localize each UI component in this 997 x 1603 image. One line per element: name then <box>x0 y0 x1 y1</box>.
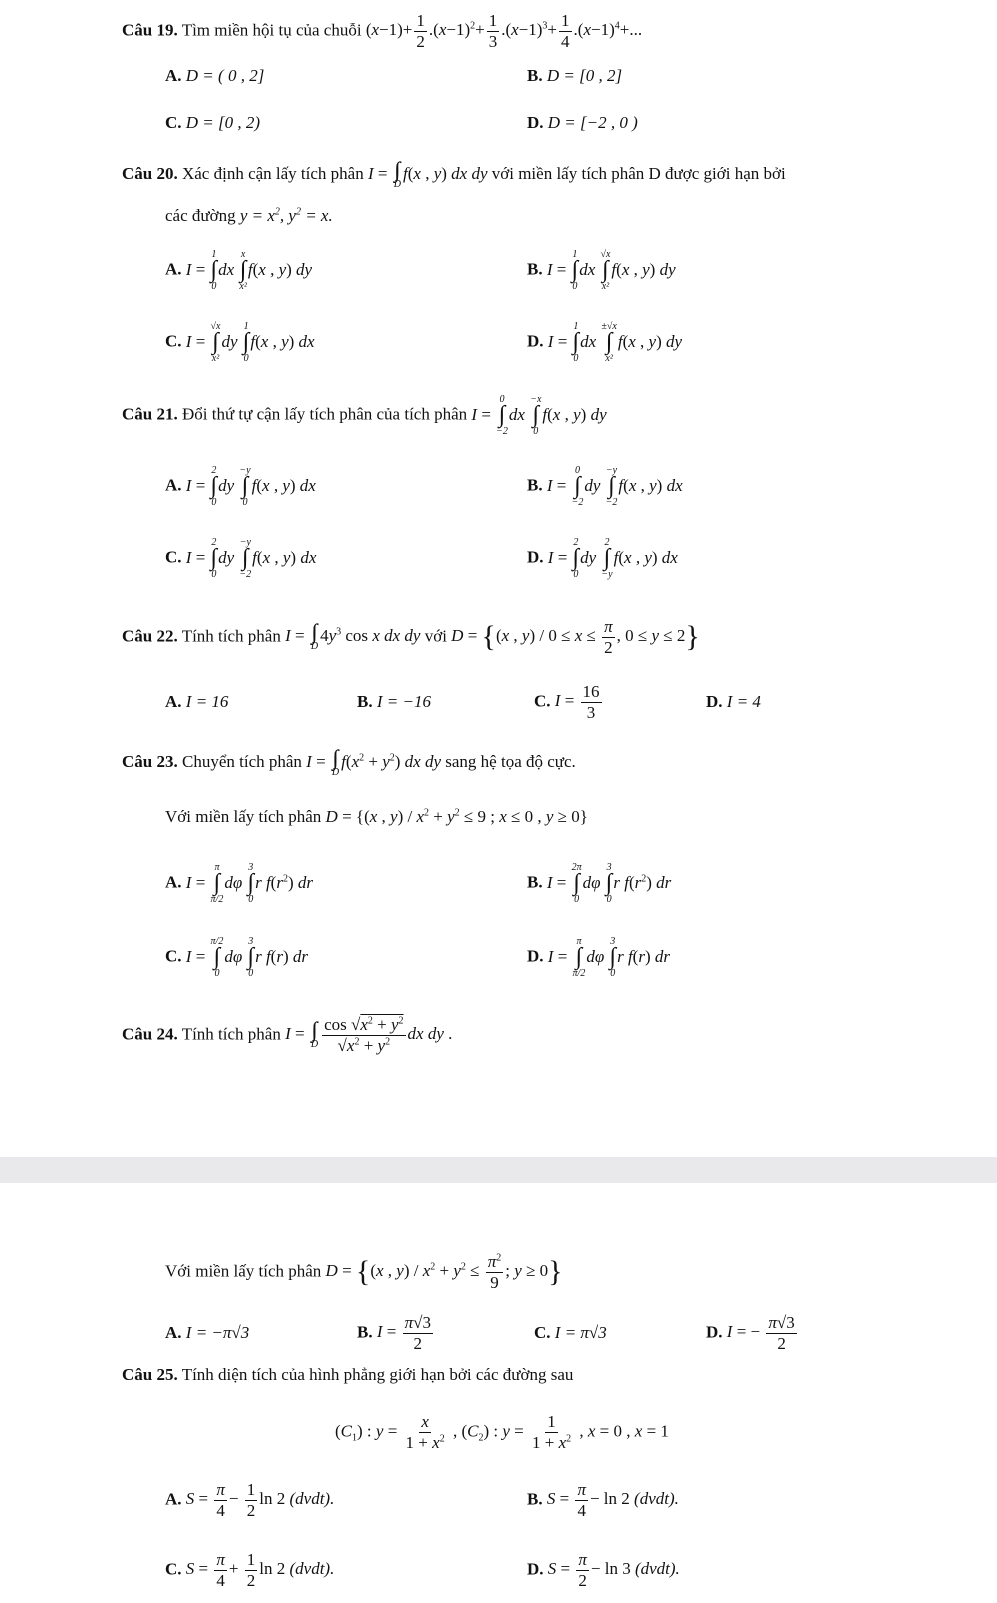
q21-text: Đổi thứ tự cận lấy tích phân của tích phân <box>181 404 468 424</box>
q20-answer-b[interactable] <box>527 250 676 292</box>
q23-label: Câu 23. <box>122 751 178 771</box>
q24-region: D = {(x , $y) / x^2 + y^2$ ≤ $\frac{\pi^2}{9}$ ; y ≥ 0} <box>325 1252 563 1292</box>
q23-a-expr: I = π ∫ π/2 dφ 3 ∫ 0 r $f(r^2)$ dr <box>185 862 314 905</box>
q19-label: Câu 19. <box>122 20 178 40</box>
q21-answer-b[interactable] <box>527 466 683 508</box>
q20-integral: I = ∫∫ D f(x , y) dx dy <box>367 157 488 190</box>
q19-a-value: D = ( 0 , 2] <box>185 66 265 85</box>
q23-d-expr: I = π ∫ π/2 dφ 3 ∫ 0 r f(r) dr <box>547 936 671 979</box>
q20-curves: $y = x^2$, $y^2 = x$. <box>239 206 333 225</box>
q25-answer-c[interactable] <box>165 1551 334 1590</box>
q24-line <box>122 1016 452 1055</box>
q20-text3: các đường <box>165 206 236 225</box>
q24-answer-d[interactable] <box>706 1314 799 1353</box>
q19-answer-b[interactable] <box>527 67 622 84</box>
q24-a-letter: A. <box>165 1323 182 1342</box>
q25-c-unit: (dvdt). <box>289 1559 335 1579</box>
q24-label: Câu 24. <box>122 1024 178 1044</box>
q23-region-text: Với miền lấy tích phân <box>165 807 322 826</box>
q25-b-expr: S = $\frac{\pi}{4}$ − ln 2 (dvdt). <box>546 1480 679 1520</box>
q24-d-letter: D. <box>706 1322 723 1342</box>
q25-c-expr: S = $\frac{\pi}{4}$ + $\frac{1}{2}$ ln 2 (dvdt). <box>185 1550 335 1590</box>
q19-series: (x−1)+ $\frac{1}{2}$ $.(x-1)^2+$ $\frac{1}{3}$ $.(x-1)^3+$ $\frac{1}{4}$ $.(x-1)^4+$... <box>365 11 643 51</box>
q23-answer-a[interactable] <box>165 863 313 905</box>
q23-answer-d[interactable] <box>527 937 670 979</box>
q21-a-expr: I = 2 ∫ 0 dy −y ∫ 0 f(x , y) dx <box>185 465 316 508</box>
q22-answer-a[interactable] <box>165 693 228 710</box>
q20-label: Câu 20. <box>122 163 178 183</box>
q22-with: với <box>424 626 447 646</box>
q21-answer-c[interactable] <box>165 538 316 580</box>
q24-b-expr: I = $\frac{\pi√3}{2}$ <box>376 1313 431 1353</box>
q20-a-expr: I = 1 ∫ 0 dx x ∫ x² f(x , y) dy <box>185 249 313 292</box>
q23-text2: sang hệ tọa độ cực. <box>445 751 576 771</box>
q20-d-expr: I = 1 ∫ 0 dx ±√x ∫ x² f(x , y) dy <box>547 321 683 364</box>
q20-line <box>122 157 786 190</box>
q25-d-expr: S = $\frac{\pi}{2}$ − ln 3 (dvdt). <box>547 1550 680 1590</box>
q20-c-letter: C. <box>165 331 182 351</box>
q21-b-expr: I = 0 ∫ −2 dy −y ∫ −2 f(x , y) dx <box>546 465 683 508</box>
q19-a-letter: A. <box>165 66 182 85</box>
q20-line2 <box>165 207 333 224</box>
q23-a-letter: A. <box>165 872 182 892</box>
q19-text: Tìm miền hội tụ của chuỗi <box>181 20 362 40</box>
q25-label: Câu 25. <box>122 1365 178 1384</box>
q23-integral: I = ∫∫ D $f(x^2 + y^2)$ dx dy <box>306 745 442 778</box>
q21-b-letter: B. <box>527 475 543 495</box>
q20-b-letter: B. <box>527 259 543 279</box>
q21-d-expr: I = 2 ∫ 0 dy 2 ∫ −y f(x , y) dx <box>547 537 678 580</box>
q23-c-letter: C. <box>165 946 182 966</box>
q23-c-expr: I = π/2 ∫ 0 dφ 3 ∫ 0 r f(r) dr <box>185 936 309 979</box>
q21-c-letter: C. <box>165 547 182 567</box>
q24-text: Tính tích phân <box>181 1024 281 1044</box>
q19-line <box>122 12 642 51</box>
q24-integral: I = ∫∫ D $\frac{\cos √x^2 + y^2}{√x^2 + y^2}$ dx dy . <box>285 1015 453 1055</box>
q22-line <box>122 618 700 657</box>
q22-a-value: I = 16 <box>185 692 229 711</box>
q24-b-letter: B. <box>357 1322 373 1342</box>
q25-answer-d[interactable] <box>527 1551 680 1590</box>
q19-c-letter: C. <box>165 113 182 132</box>
q25-line <box>122 1366 573 1383</box>
q25-a-unit: (dvdt). <box>289 1489 335 1509</box>
q19-answer-d[interactable] <box>527 114 638 131</box>
q21-label: Câu 21. <box>122 404 178 424</box>
page-gap <box>0 1157 997 1183</box>
q22-d-value: I = 4 <box>726 692 761 711</box>
q22-c-letter: C. <box>534 691 551 711</box>
q23-d-letter: D. <box>527 946 544 966</box>
q25-d-unit: (dvdt). <box>634 1559 680 1579</box>
q20-answer-c[interactable] <box>165 322 315 364</box>
q21-integral: I = 0 ∫ −2 dx −x ∫ 0 f(x , y) dy <box>471 394 607 437</box>
q25-c-letter: C. <box>165 1559 182 1579</box>
q22-text: Tính tích phân <box>181 626 281 646</box>
q24-region-text: Với miền lấy tích phân <box>165 1261 322 1281</box>
q24-answer-c[interactable] <box>534 1324 607 1341</box>
q22-label: Câu 22. <box>122 626 178 646</box>
q25-answer-b[interactable] <box>527 1481 679 1520</box>
q23-region-line <box>165 808 588 825</box>
q19-b-letter: B. <box>527 66 543 85</box>
q20-d-letter: D. <box>527 331 544 351</box>
q23-b-expr: I = 2π ∫ 0 dφ 3 ∫ 0 r $f(r^2)$ dr <box>546 862 672 905</box>
q20-answer-a[interactable] <box>165 250 312 292</box>
q24-c-letter: C. <box>534 1323 551 1342</box>
q23-b-letter: B. <box>527 872 543 892</box>
q22-answer-b[interactable] <box>357 693 431 710</box>
q21-a-letter: A. <box>165 475 182 495</box>
q22-integral: I = ∫∫ D $4y^3$ cos x dx dy <box>285 619 421 653</box>
q19-b-value: D = [0 , 2] <box>546 66 623 85</box>
q24-c-value: I = π√3 <box>554 1323 607 1342</box>
q22-b-value: I = −16 <box>376 692 431 711</box>
q20-answer-d[interactable] <box>527 322 682 364</box>
q21-line <box>122 395 607 437</box>
q19-answer-a[interactable] <box>165 67 264 84</box>
q25-text: Tính diện tích của hình phẳng giới hạn bởi các đường sau <box>181 1365 574 1384</box>
q22-d-letter: D. <box>706 692 723 711</box>
q19-d-value: D = [−2 , 0 ) <box>547 113 638 132</box>
q22-region: D = {(x , y) / 0 ≤ x ≤ $\frac{\pi}{2}$ , 0 ≤ y ≤ 2} <box>451 617 700 657</box>
q22-b-letter: B. <box>357 692 373 711</box>
q25-b-letter: B. <box>527 1489 543 1509</box>
q20-a-letter: A. <box>165 259 182 279</box>
q22-answer-d[interactable] <box>706 693 761 710</box>
q25-answer-a[interactable] <box>165 1481 334 1520</box>
q21-d-letter: D. <box>527 547 544 567</box>
q24-d-expr: I = − $\frac{\pi√3}{2}$ <box>726 1313 795 1353</box>
q25-d-letter: D. <box>527 1559 544 1579</box>
q22-a-letter: A. <box>165 692 182 711</box>
q20-text2: với miền lấy tích phân D được giới hạn bởi <box>491 163 786 183</box>
q23-answer-c[interactable] <box>165 937 308 979</box>
q24-answer-b[interactable] <box>357 1314 435 1353</box>
q24-a-value: I = −π√3 <box>185 1323 250 1342</box>
q22-c-expr: I = $\frac{16}{3}$ <box>554 682 600 722</box>
q25-a-letter: A. <box>165 1489 182 1509</box>
q22-answer-c[interactable] <box>534 683 604 722</box>
q23-region: D = {(x , $y) / x^2 + y^2 \le 9$ ; x ≤ 0 , y ≥ 0} <box>325 807 588 826</box>
q21-answer-a[interactable] <box>165 466 316 508</box>
q25-b-unit: (dvdt). <box>634 1489 679 1509</box>
q20-text: Xác định cận lấy tích phân <box>181 163 364 183</box>
q21-c-expr: I = 2 ∫ 0 dy −y ∫ −2 f(x , y) dx <box>185 537 317 580</box>
q23-text: Chuyển tích phân <box>181 751 302 771</box>
q19-c-value: D = [0 , 2) <box>185 113 261 132</box>
q20-c-expr: I = √x ∫ x² dy 1 ∫ 0 f(x , y) dx <box>185 321 315 364</box>
q23-line <box>122 745 576 778</box>
page-2 <box>0 1183 997 1603</box>
q20-b-expr: I = 1 ∫ 0 dx √x ∫ x² f(x , y) dy <box>546 249 676 292</box>
q25-a-expr: S = $\frac{\pi}{4}$ − $\frac{1}{2}$ ln 2 (dvdt). <box>185 1480 335 1520</box>
q24-answer-a[interactable] <box>165 1324 249 1341</box>
q19-d-letter: D. <box>527 113 544 132</box>
q24-region-line <box>165 1253 563 1292</box>
q25-curves: $(C_1)$ : y = $\frac{x}{1 + x^2}$ , $(C_2)$ : y = $\frac{1}{1 + x^2}$ , x = 0 , x = 1 <box>335 1412 669 1452</box>
q21-answer-d[interactable] <box>527 538 678 580</box>
q23-answer-b[interactable] <box>527 863 671 905</box>
q19-answer-c[interactable] <box>165 114 260 131</box>
